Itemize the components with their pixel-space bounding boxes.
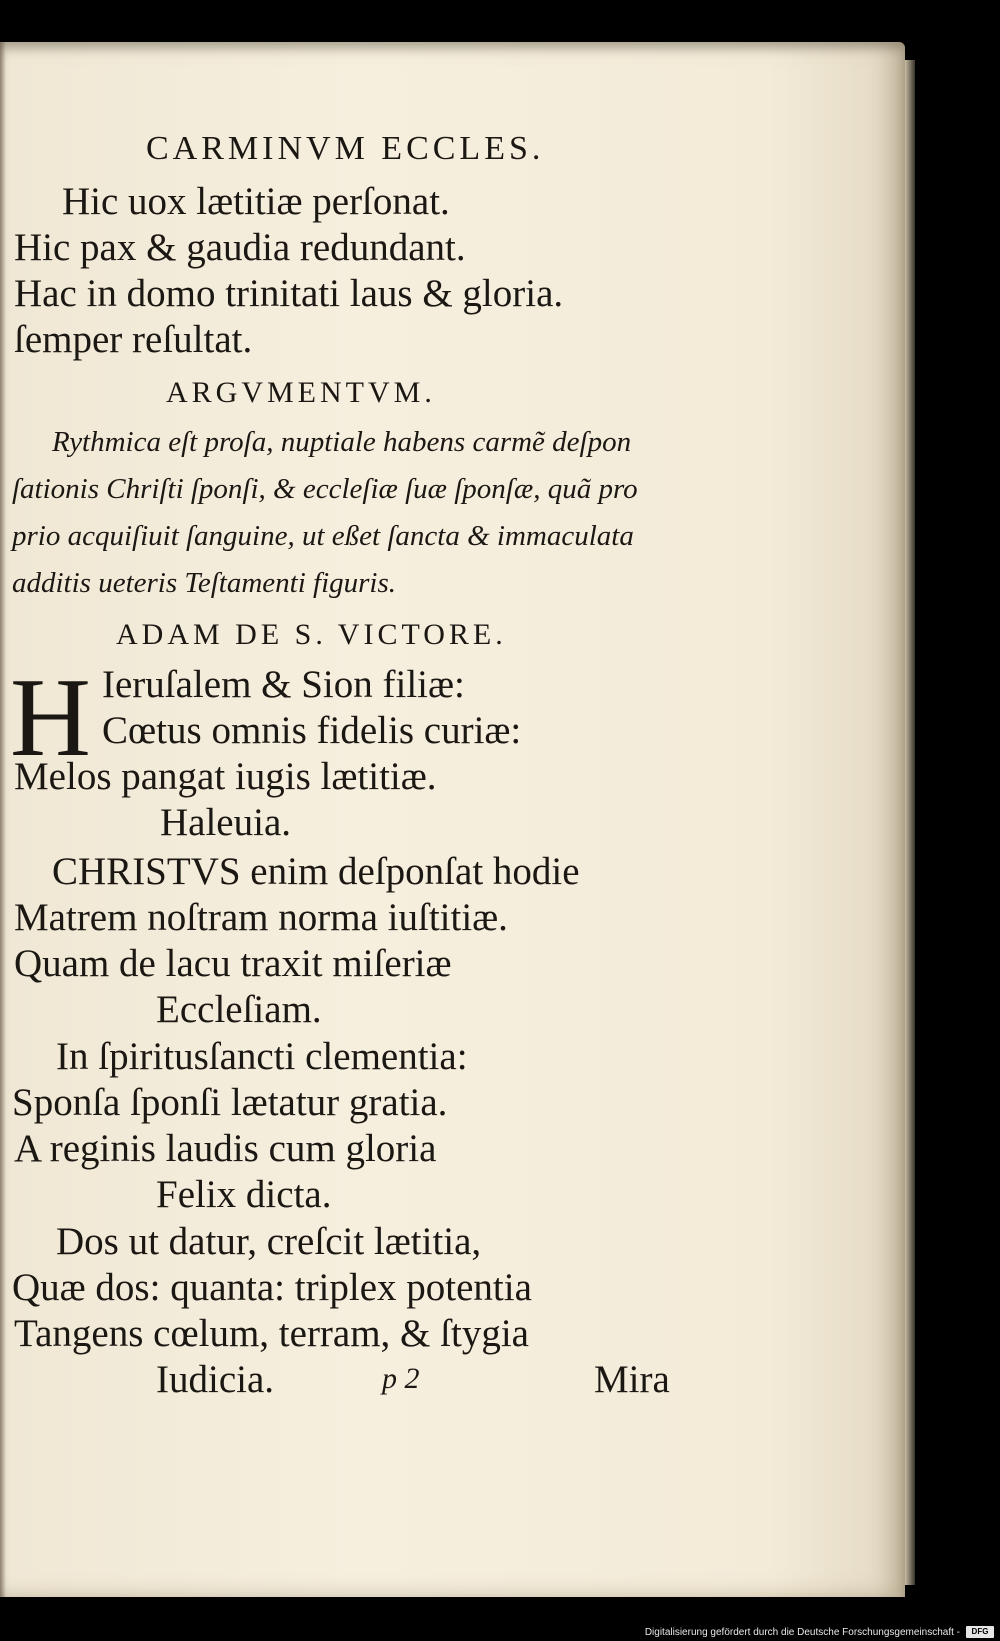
hymn-line: Dos ut datur, creſcit lætitia, bbox=[56, 1220, 482, 1263]
hymn-line: Eccleſiam. bbox=[156, 988, 322, 1031]
page-edge bbox=[905, 60, 915, 1585]
hymn-line: CHRISTVS enim deſponſat hodie bbox=[52, 850, 580, 893]
drop-cap-initial: H bbox=[10, 656, 91, 780]
opening-line: Hac in domo trinitati laus & gloria. bbox=[14, 272, 564, 315]
author-heading: ADAM DE S. VICTORE. bbox=[116, 618, 507, 651]
catchword: Mira bbox=[594, 1358, 670, 1401]
hymn-line: Felix dicta. bbox=[156, 1173, 332, 1216]
opening-line: ſemper reſultat. bbox=[14, 318, 253, 361]
argument-heading: ARGVMENTVM. bbox=[166, 376, 436, 409]
hymn-line: Cœtus omnis fidelis curiæ: bbox=[102, 709, 522, 752]
page-gutter bbox=[0, 42, 6, 1597]
hymn-line: In ſpiritusſancti clementia: bbox=[56, 1035, 468, 1078]
opening-line: Hic uox lætitiæ perſonat. bbox=[62, 180, 450, 223]
running-head: CARMINVM ECCLES. bbox=[146, 130, 545, 167]
hymn-line: Matrem noſtram norma iuſtitiæ. bbox=[14, 896, 508, 939]
opening-line: Hic pax & gaudia redundant. bbox=[14, 226, 466, 269]
hymn-line: Tangens cœlum, terram, & ſtygia bbox=[14, 1312, 529, 1355]
signature-mark: p 2 bbox=[382, 1362, 420, 1395]
hymn-line: Haleuia. bbox=[160, 801, 292, 844]
hymn-line: Sponſa ſponſi lætatur gratia. bbox=[12, 1081, 448, 1124]
hymn-line: A reginis laudis cum gloria bbox=[14, 1127, 437, 1170]
hymn-line: Ieruſalem & Sion filiæ: bbox=[102, 663, 465, 706]
digitization-credit: Digitalisierung gefördert durch die Deutsche Forschungsgemeinschaft - bbox=[644, 1627, 960, 1638]
hymn-line: Quæ dos: quanta: triplex potentia bbox=[12, 1266, 532, 1309]
argument-line: Rythmica eſt proſa, nuptiale habens carmẽ deſpon bbox=[52, 426, 632, 458]
argument-line: ſationis Chriſti ſponſi, & eccleſiæ ſuæ ſponſæ, quã pro bbox=[12, 473, 638, 505]
argument-line: additis ueteris Teſtamenti figuris. bbox=[12, 567, 397, 599]
hymn-line: Quam de lacu traxit miſeriæ bbox=[14, 942, 452, 985]
argument-line: prio acquiſiuit ſanguine, ut eßet ſancta & immaculata bbox=[12, 520, 634, 552]
dfg-logo: DFG bbox=[966, 1626, 994, 1638]
hymn-line: Iudicia. bbox=[156, 1358, 275, 1401]
hymn-line: Melos pangat iugis lætitiæ. bbox=[14, 755, 437, 798]
